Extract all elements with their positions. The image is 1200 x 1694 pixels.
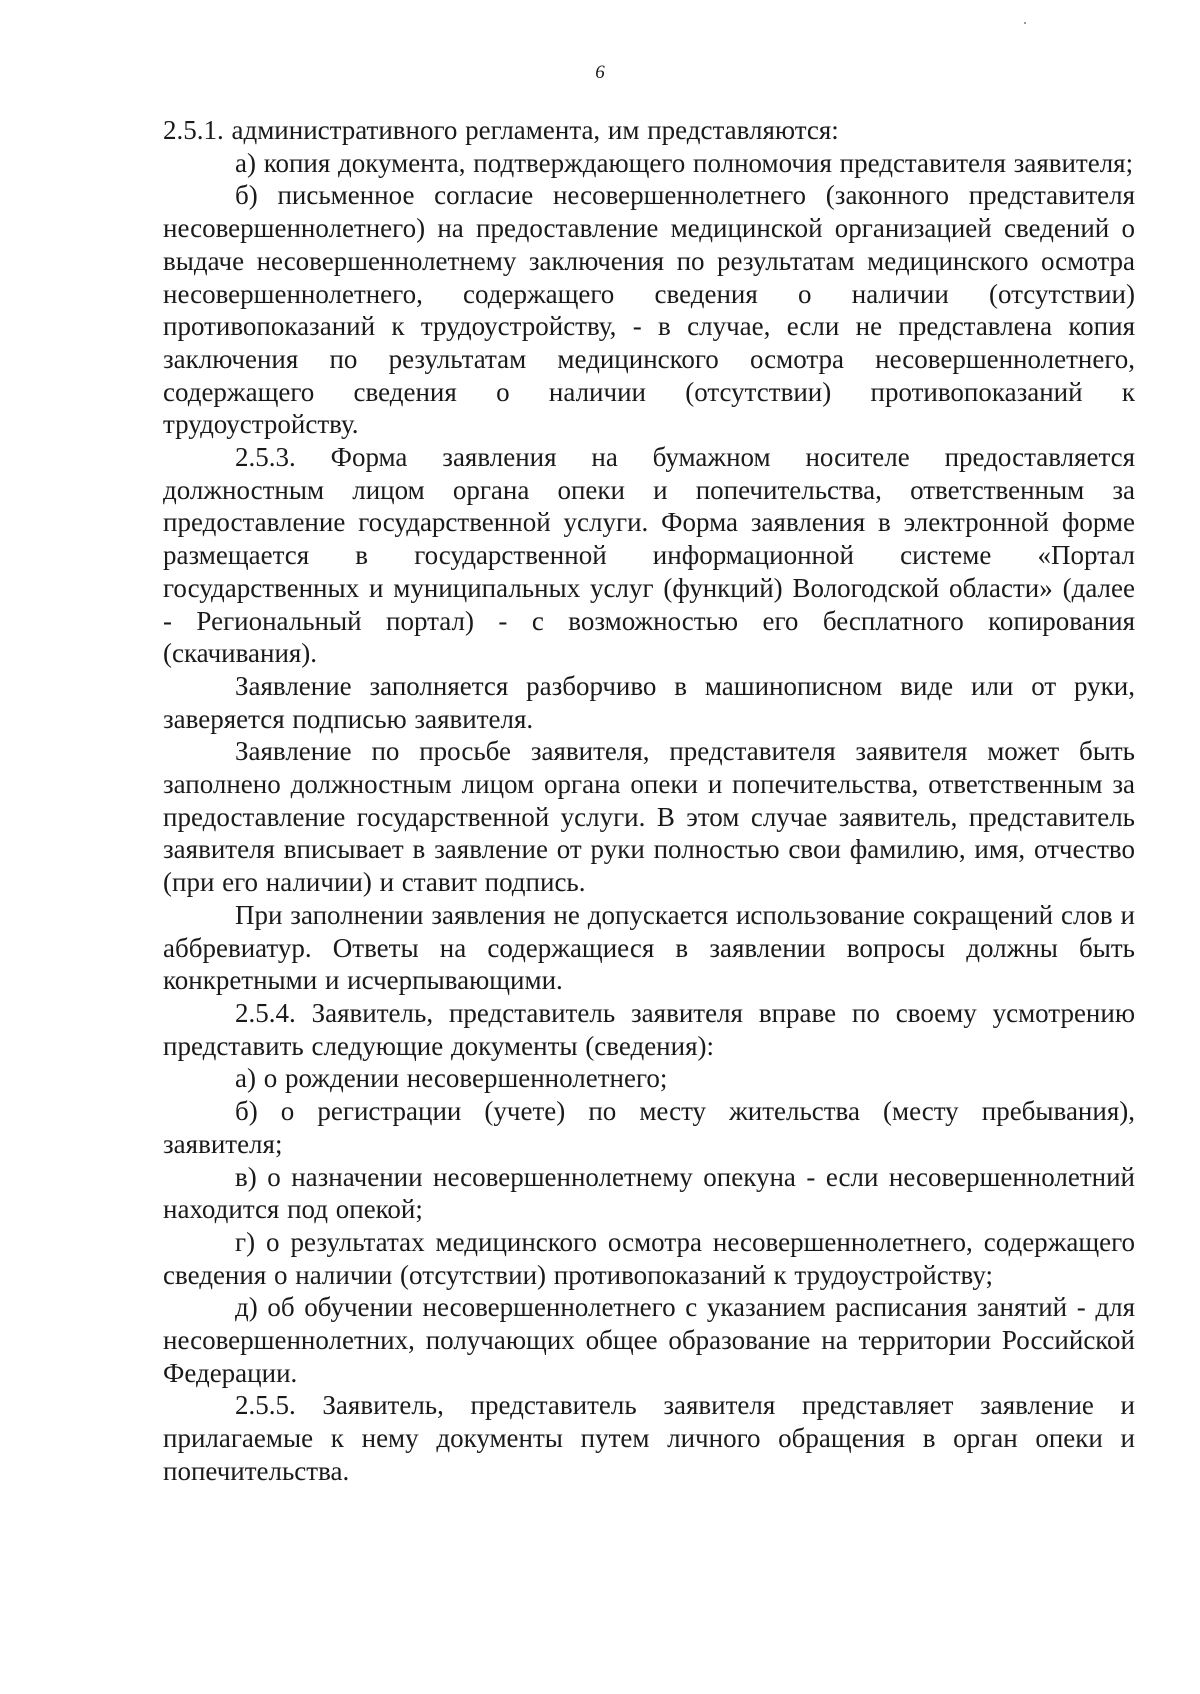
list-item-g-medical-results: г) о результатах медицинского осмотра несовершеннолетнего, содержащего сведения о наличии (отсутствии) противопоказаний к трудоустройству;	[163, 1226, 1135, 1290]
page-number: 6	[595, 62, 605, 83]
paragraph-no-abbreviations: При заполнении заявления не допускается использование сокращений слов и аббревиатур. Ответы на содержащиеся в заявлении вопросы должны быть конкретными и исчерпывающими.	[163, 899, 1135, 996]
list-item-a-birth: а) о рождении несовершеннолетнего;	[235, 1063, 668, 1094]
list-item-b-written-consent: б) письменное согласие несовершеннолетнего (законного представителя несовершеннолетнего) на предоставление медицинской организацией сведений о выдаче несовершеннолетнему заключения по результатам медицинского осмотра несовершеннолетнего, содержащего сведения о наличии (отсутствии) противопоказаний к трудоустройству, - в случае, если не представлена копия заключения по результатам медицинского осмотра несовершеннолетнего, содержащего сведения о наличии (отсутствии) противопоказаний к трудоустройству.	[163, 180, 1135, 440]
list-item-a-representative-copy: а) копия документа, подтверждающего полномочия представителя заявителя;	[235, 147, 1134, 178]
paragraph-2-5-1-continuation: 2.5.1. административного регламента, им представляются:	[163, 115, 839, 145]
scan-speck	[1024, 22, 1026, 24]
paragraph-2-5-4: 2.5.4. Заявитель, представитель заявителя вправе по своему усмотрению представить следующие документы (сведения):	[163, 997, 1135, 1061]
list-item-v-guardian: в) о назначении несовершеннолетнему опекуна - если несовершеннолетний находится под опекой;	[163, 1161, 1135, 1225]
list-item-b-registration: б) о регистрации (учете) по месту жительства (месту пребывания), заявителя;	[163, 1096, 1135, 1159]
paragraph-application-by-official: Заявление по просьбе заявителя, представителя заявителя может быть заполнено должностным лицом органа опеки и попечительства, ответственным за предоставление государственной услуги. В этом случае заявитель, представитель заявителя вписывает в заявление от руки полностью свои фамилию, имя, отчество (при его наличии) и ставит подпись.	[163, 736, 1135, 898]
list-item-d-education: д) об обучении несовершеннолетнего с указанием расписания занятий - для несовершеннолетних, получающих общее образование на территории Российской Федерации.	[163, 1292, 1135, 1388]
paragraph-2-5-3: 2.5.3. Форма заявления на бумажном носителе предоставляется должностным лицом органа опеки и попечительства, ответственным за предоставление государственной услуги. Форма заявления в электронной форме размещается в государственной информационной системе «Портал государственных и муниципальных услуг (функций) Вологодской области» (далее - Региональный портал) - с возможностью его бесплатного копирования (скачивания).	[163, 442, 1135, 669]
document-body	[163, 114, 1135, 1488]
paragraph-2-5-5: 2.5.5. Заявитель, представитель заявителя представляет заявление и прилагаемые к нему документы путем личного обращения в орган опеки и попечительства.	[163, 1390, 1135, 1486]
paragraph-application-filling: Заявление заполняется разборчиво в машинописном виде или от руки, заверяется подписью заявителя.	[163, 670, 1135, 734]
